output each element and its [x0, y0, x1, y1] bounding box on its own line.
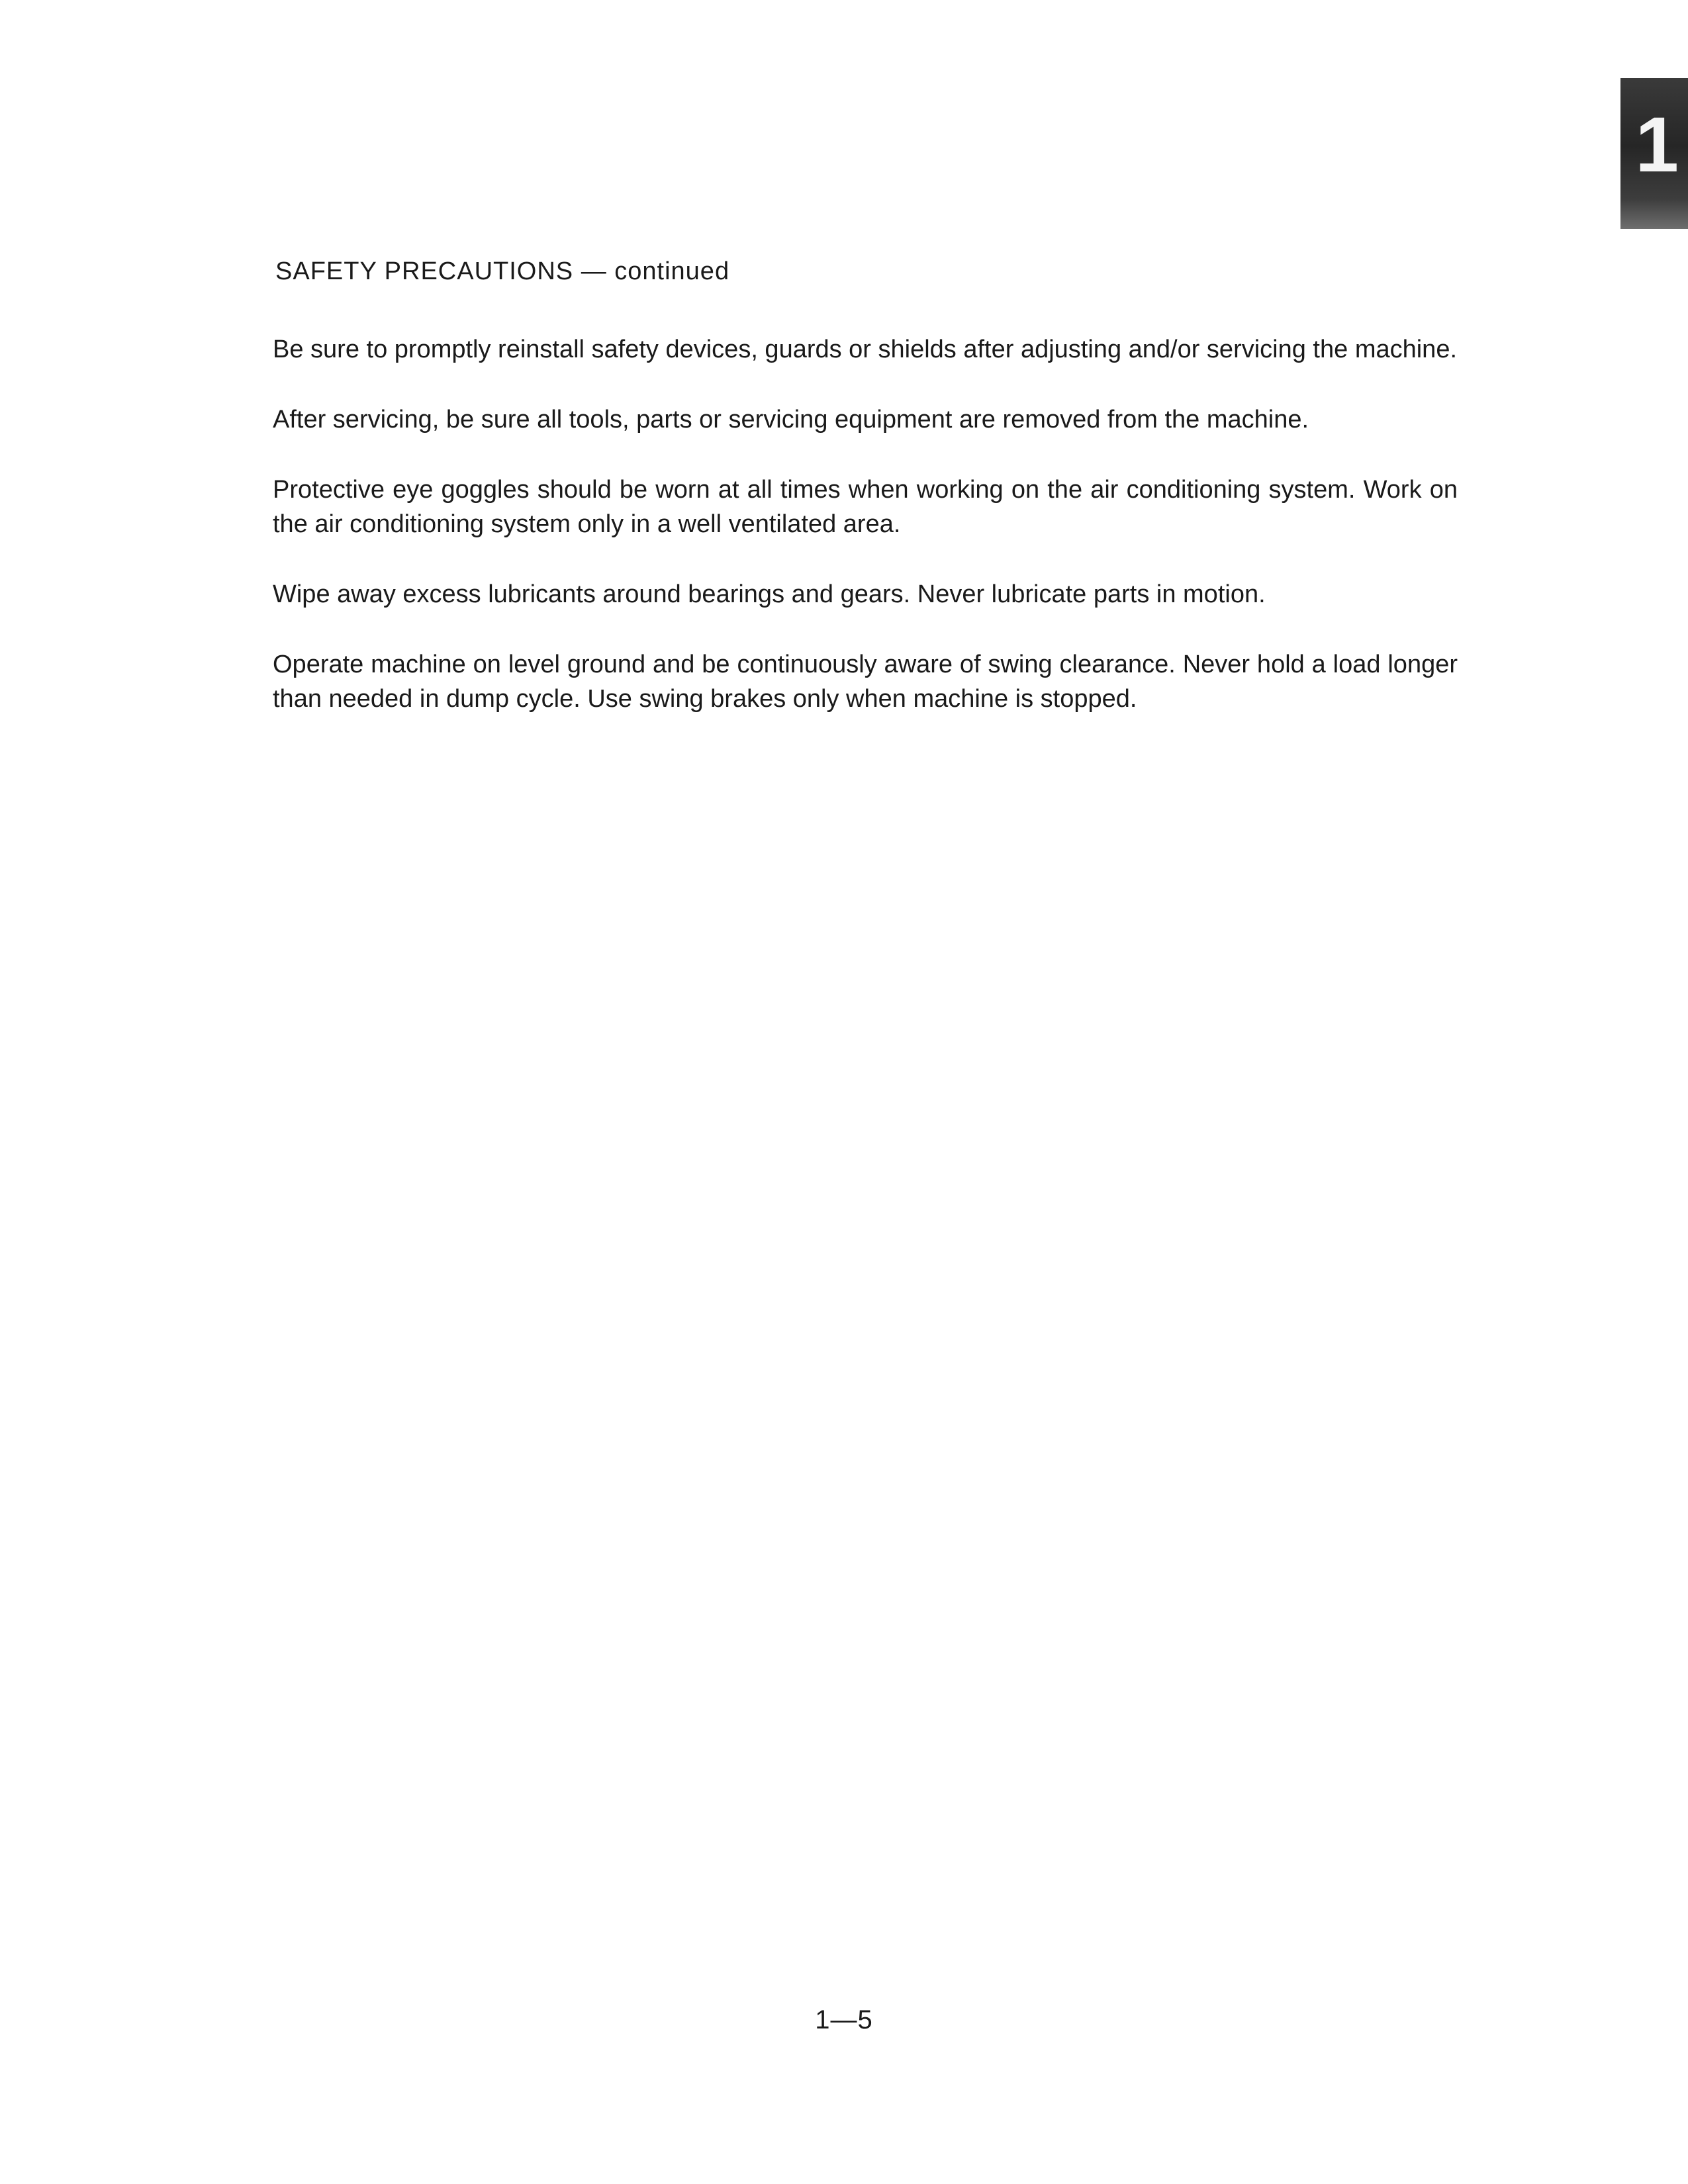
page-content [273, 257, 1458, 752]
paragraph-remove-tools: After servicing, be sure all tools, parts or servicing equipment are removed from the machine. [273, 405, 1309, 433]
section-tab-number: 1 [1635, 101, 1679, 189]
section-tab [1620, 78, 1688, 229]
paragraph-reinstall-safety-devices: Be sure to promptly reinstall safety devices, guards or shields after adjusting and/or servicing the machine. [273, 335, 1458, 363]
paragraph-level-ground: Operate machine on level ground and be continuously aware of swing clearance. Never hold a load longer than needed in dump cycle. Use swing brakes only when machine is stopped. [273, 650, 1458, 713]
paragraph-eye-goggles: Protective eye goggles should be worn at all times when working on the air conditioning system. Work on the air conditioning system only in a well ventilated area. [273, 475, 1458, 538]
page-number: 1—5 [815, 2005, 873, 2034]
section-heading: SAFETY PRECAUTIONS — continued [275, 257, 730, 285]
paragraph-lubricants: Wipe away excess lubricants around bearings and gears. Never lubricate parts in motion. [273, 580, 1266, 608]
